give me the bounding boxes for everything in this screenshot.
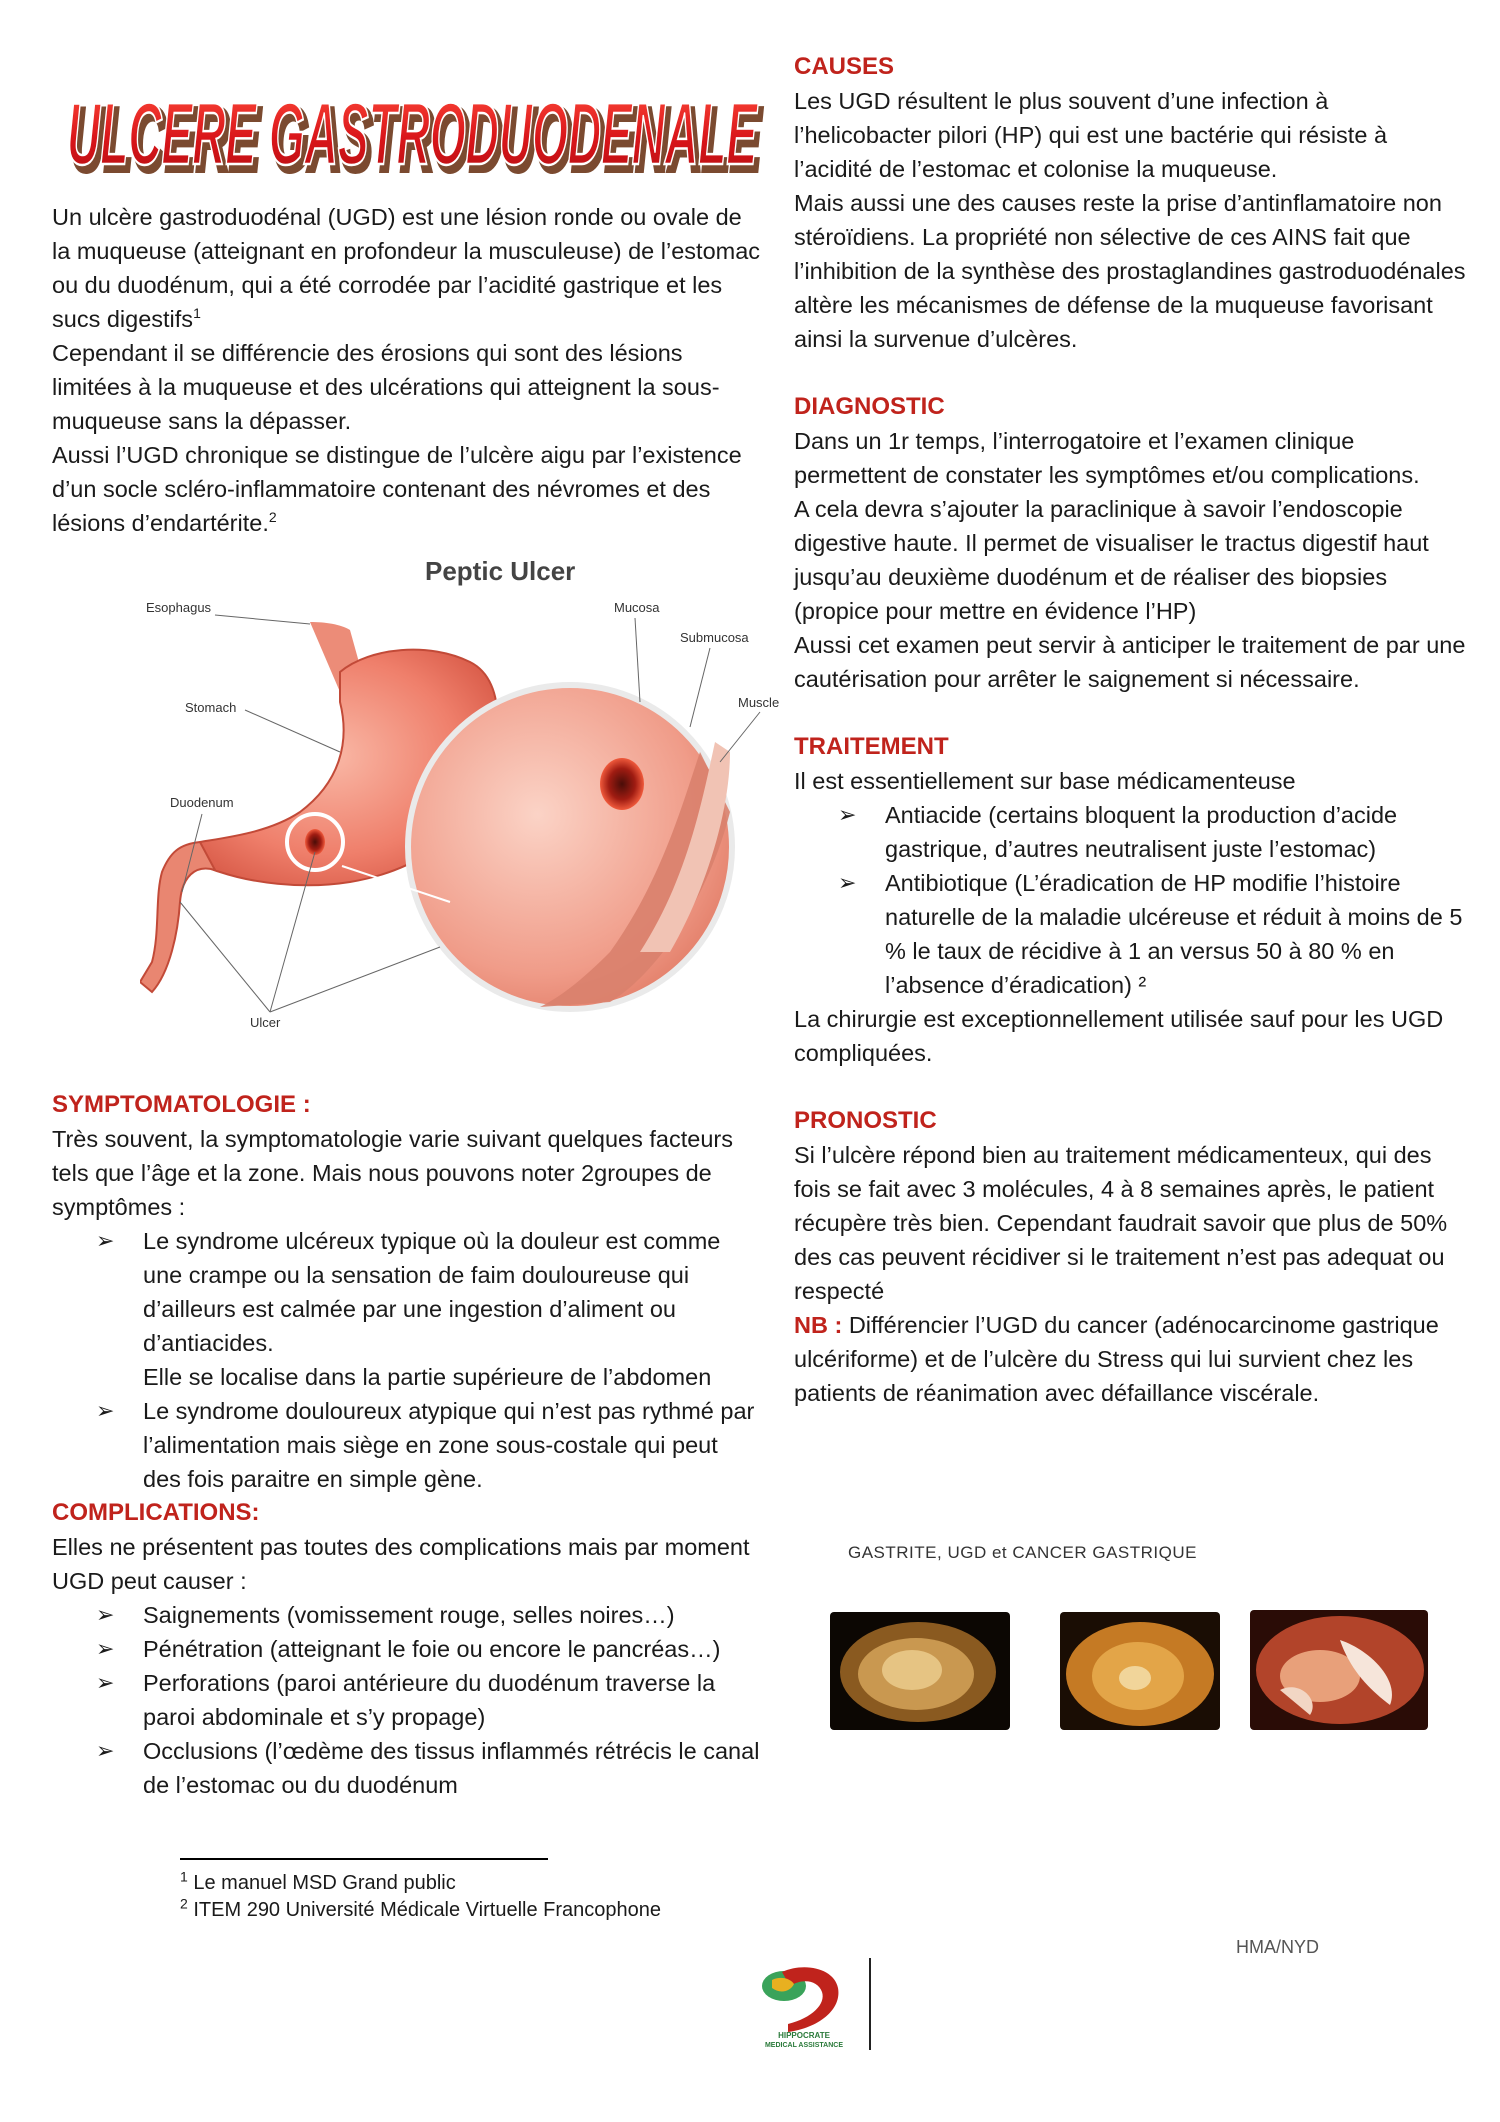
page-title bbox=[52, 74, 772, 192]
intro-paragraph-3: Aussi l’UGD chronique se distingue de l’ulcère aigu par l’existence d’un socle scléro-inflammatoire contenant des névromes et des lésions d’endartérite.$^2$ bbox=[52, 442, 742, 536]
complications-list bbox=[52, 1598, 762, 1802]
arrow-bullet-icon: ➢ bbox=[96, 1738, 115, 1763]
traitement-heading: TRAITEMENT bbox=[794, 733, 949, 760]
arrow-bullet-icon: ➢ bbox=[96, 1602, 115, 1627]
arrow-bullet-icon: ➢ bbox=[838, 870, 857, 895]
label-ulcer: Ulcer bbox=[250, 1015, 281, 1030]
figure-title: Peptic Ulcer bbox=[425, 556, 576, 586]
arrow-bullet-icon: ➢ bbox=[96, 1636, 115, 1661]
list-item: ➢ Pénétration (atteignant le foie ou encore le pancréas…) bbox=[52, 1632, 762, 1666]
traitement-list bbox=[794, 798, 1466, 1002]
list-item: ➢ Antiacide (certains bloquent la production d’acide gastrique, d’autres neutralisent juste l’estomac) bbox=[794, 798, 1466, 866]
causes-heading: CAUSES bbox=[794, 53, 895, 80]
label-stomach: Stomach bbox=[185, 700, 237, 715]
pronostic-heading: PRONOSTIC bbox=[794, 1107, 937, 1134]
intro-paragraph-2: Cependant il se différencie des érosions qui sont des lésions limitées à la muqueuse et des ulcérations qui atteignent la sous-muqueuse sans la dépasser. bbox=[52, 340, 720, 434]
hippocrate-logo bbox=[742, 1958, 874, 2050]
ulcer-large bbox=[600, 758, 644, 810]
label-mucosa: Mucosa bbox=[614, 600, 660, 615]
diagnostic-paragraph-2: A cela devra s’ajouter la paraclinique à savoir l’endoscopie digestive haute. Il permet de visualiser le tractus digestif haut jusqu’au deuxième duodénum et de réaliser des biopsies (propice pour mettre en évidence l’HP) bbox=[794, 496, 1429, 624]
traitement-intro: Il est essentiellement sur base médicamenteuse bbox=[794, 768, 1296, 794]
symptomatologie-heading: SYMPTOMATOLOGIE : bbox=[52, 1091, 311, 1118]
complications-heading: COMPLICATIONS: bbox=[52, 1499, 260, 1526]
list-item: ➢ Le syndrome douloureux atypique qui n’est pas rythmé par l’alimentation mais siège en zone sous-costale qui peut des fois paraitre en simple gène. bbox=[52, 1394, 762, 1496]
photo-ugd bbox=[1060, 1612, 1220, 1730]
list-item: ➢ Le syndrome ulcéreux typique où la douleur est comme une crampe ou la sensation de faim douloureuse qui d’ailleurs est calmée par une ingestion d’aliment ou d’antiacides. Elle se localise dans la partie supérieure de l’abdomen bbox=[52, 1224, 762, 1394]
list-item: ➢ Saignements (vomissement rouge, selles noires…) bbox=[52, 1598, 762, 1632]
logo-line-1: HIPPOCRATE bbox=[778, 2031, 830, 2040]
arrow-bullet-icon: ➢ bbox=[96, 1670, 115, 1695]
list-item: ➢ Occlusions (l’œdème des tissus inflammés rétrécis le canal de l’estomac ou du duodénum bbox=[52, 1734, 762, 1802]
nb-label: NB : bbox=[794, 1312, 843, 1338]
footnote-ref: 2 bbox=[268, 509, 277, 526]
complications-intro: Elles ne présentent pas toutes des complications mais par moment UGD peut causer : bbox=[52, 1534, 750, 1594]
title-shadow: ULCERE GASTRODUODENALE bbox=[71, 90, 763, 189]
symptom-list bbox=[52, 1224, 762, 1496]
arrow-bullet-icon: ➢ bbox=[96, 1398, 115, 1423]
ulcer-small bbox=[305, 829, 325, 855]
traitement-outro: La chirurgie est exceptionnellement utilisée sauf pour les UGD compliquées. bbox=[794, 1006, 1444, 1066]
photo-cancer-gastrique bbox=[1250, 1610, 1428, 1730]
pronostic-paragraph: Si l’ulcère répond bien au traitement médicamenteux, qui des fois se fait avec 3 molécules, 4 à 8 semaines après, le patient récupère très bien. Cependant faudrait savoir que plus de 50% des cas peuvent récidiver si le traitement n’est pas adequat ou respecté bbox=[794, 1142, 1448, 1304]
logo-line-2: MEDICAL ASSISTANCE bbox=[764, 2042, 844, 2049]
footnote-ref: 1 bbox=[193, 305, 201, 322]
label-muscle: Muscle bbox=[738, 695, 780, 710]
diagnostic-paragraph-3: Aussi cet examen peut servir à anticiper le traitement de par une cautérisation pour arrêter le saignement si nécessaire. bbox=[794, 632, 1466, 692]
photo-gastrite bbox=[830, 1612, 1010, 1730]
footnotes bbox=[180, 1870, 661, 1924]
diagnostic-paragraph-1: Dans un 1r temps, l’interrogatoire et l’examen clinique permettent de constater les symptômes et/ou complications. bbox=[794, 428, 1420, 488]
author-credit: HMA/NYD bbox=[1236, 1937, 1320, 1957]
diagnostic-heading: DIAGNOSTIC bbox=[794, 393, 945, 420]
list-item: ➢ Antibiotique (L’éradication de HP modifie l’histoire naturelle de la maladie ulcéreuse et réduit à moins de 5 % le taux de récidive à 1 an versus 50 à 80 % en l’absence d’éradication) ² bbox=[794, 866, 1466, 1002]
photos-caption: GASTRITE, UGD et CANCER GASTRIQUE bbox=[848, 1543, 1197, 1562]
peptic-ulcer-figure bbox=[140, 552, 790, 1042]
symptomatologie-intro: Très souvent, la symptomatologie varie suivant quelques facteurs tels que l’âge et la zone. Mais nous pouvons noter 2groupes de symptômes : bbox=[52, 1126, 733, 1220]
nb-paragraph: NB : Différencier l’UGD du cancer (adénocarcinome gastrique ulcériforme) et de l’ulcère du Stress qui lui survient chez les patients de réanimation avec défaillance viscérale. bbox=[794, 1312, 1439, 1406]
causes-paragraph-2: Mais aussi une des causes reste la prise d’antinflamatoire non stéroïdiens. La propriété non sélective de ces AINS fait que l’inhibition de la synthèse des prostaglandines gastroduodénales altère les mécanismes de défense de la muqueuse favorisant ainsi la survenue d’ulcères. bbox=[794, 190, 1466, 352]
footnote-1: $^1$ Le manuel MSD Grand public bbox=[180, 1868, 456, 1894]
label-submucosa: Submucosa bbox=[680, 630, 749, 645]
label-esophagus: Esophagus bbox=[146, 600, 212, 615]
footnote-separator bbox=[180, 1858, 548, 1860]
list-item: ➢ Perforations (paroi antérieure du duodénum traverse la paroi abdominale et s’y propage) bbox=[52, 1666, 762, 1734]
footnote-2: $^2$ ITEM 290 Université Médicale Virtuelle Francophone bbox=[180, 1895, 661, 1921]
title-text: ULCERE GASTRODUODENALE bbox=[67, 84, 759, 183]
duodenum-shape bbox=[140, 842, 215, 992]
causes-paragraph-1: Les UGD résultent le plus souvent d’une infection à l’helicobacter pilori (HP) qui est une bactérie qui résiste à l’acidité de l’estomac et colonise la muqueuse. bbox=[794, 88, 1388, 182]
arrow-bullet-icon: ➢ bbox=[96, 1228, 115, 1253]
label-duodenum: Duodenum bbox=[170, 795, 234, 810]
intro-paragraph-1: Un ulcère gastroduodénal (UGD) est une lésion ronde ou ovale de la muqueuse (atteignant en profondeur la musculeuse) de l’estomac ou du duodénum, qui a été corrodée par l’acidité gastrique et les sucs digestifs$^1$ bbox=[52, 204, 761, 332]
arrow-bullet-icon: ➢ bbox=[838, 802, 857, 827]
right-column bbox=[794, 50, 1466, 1410]
